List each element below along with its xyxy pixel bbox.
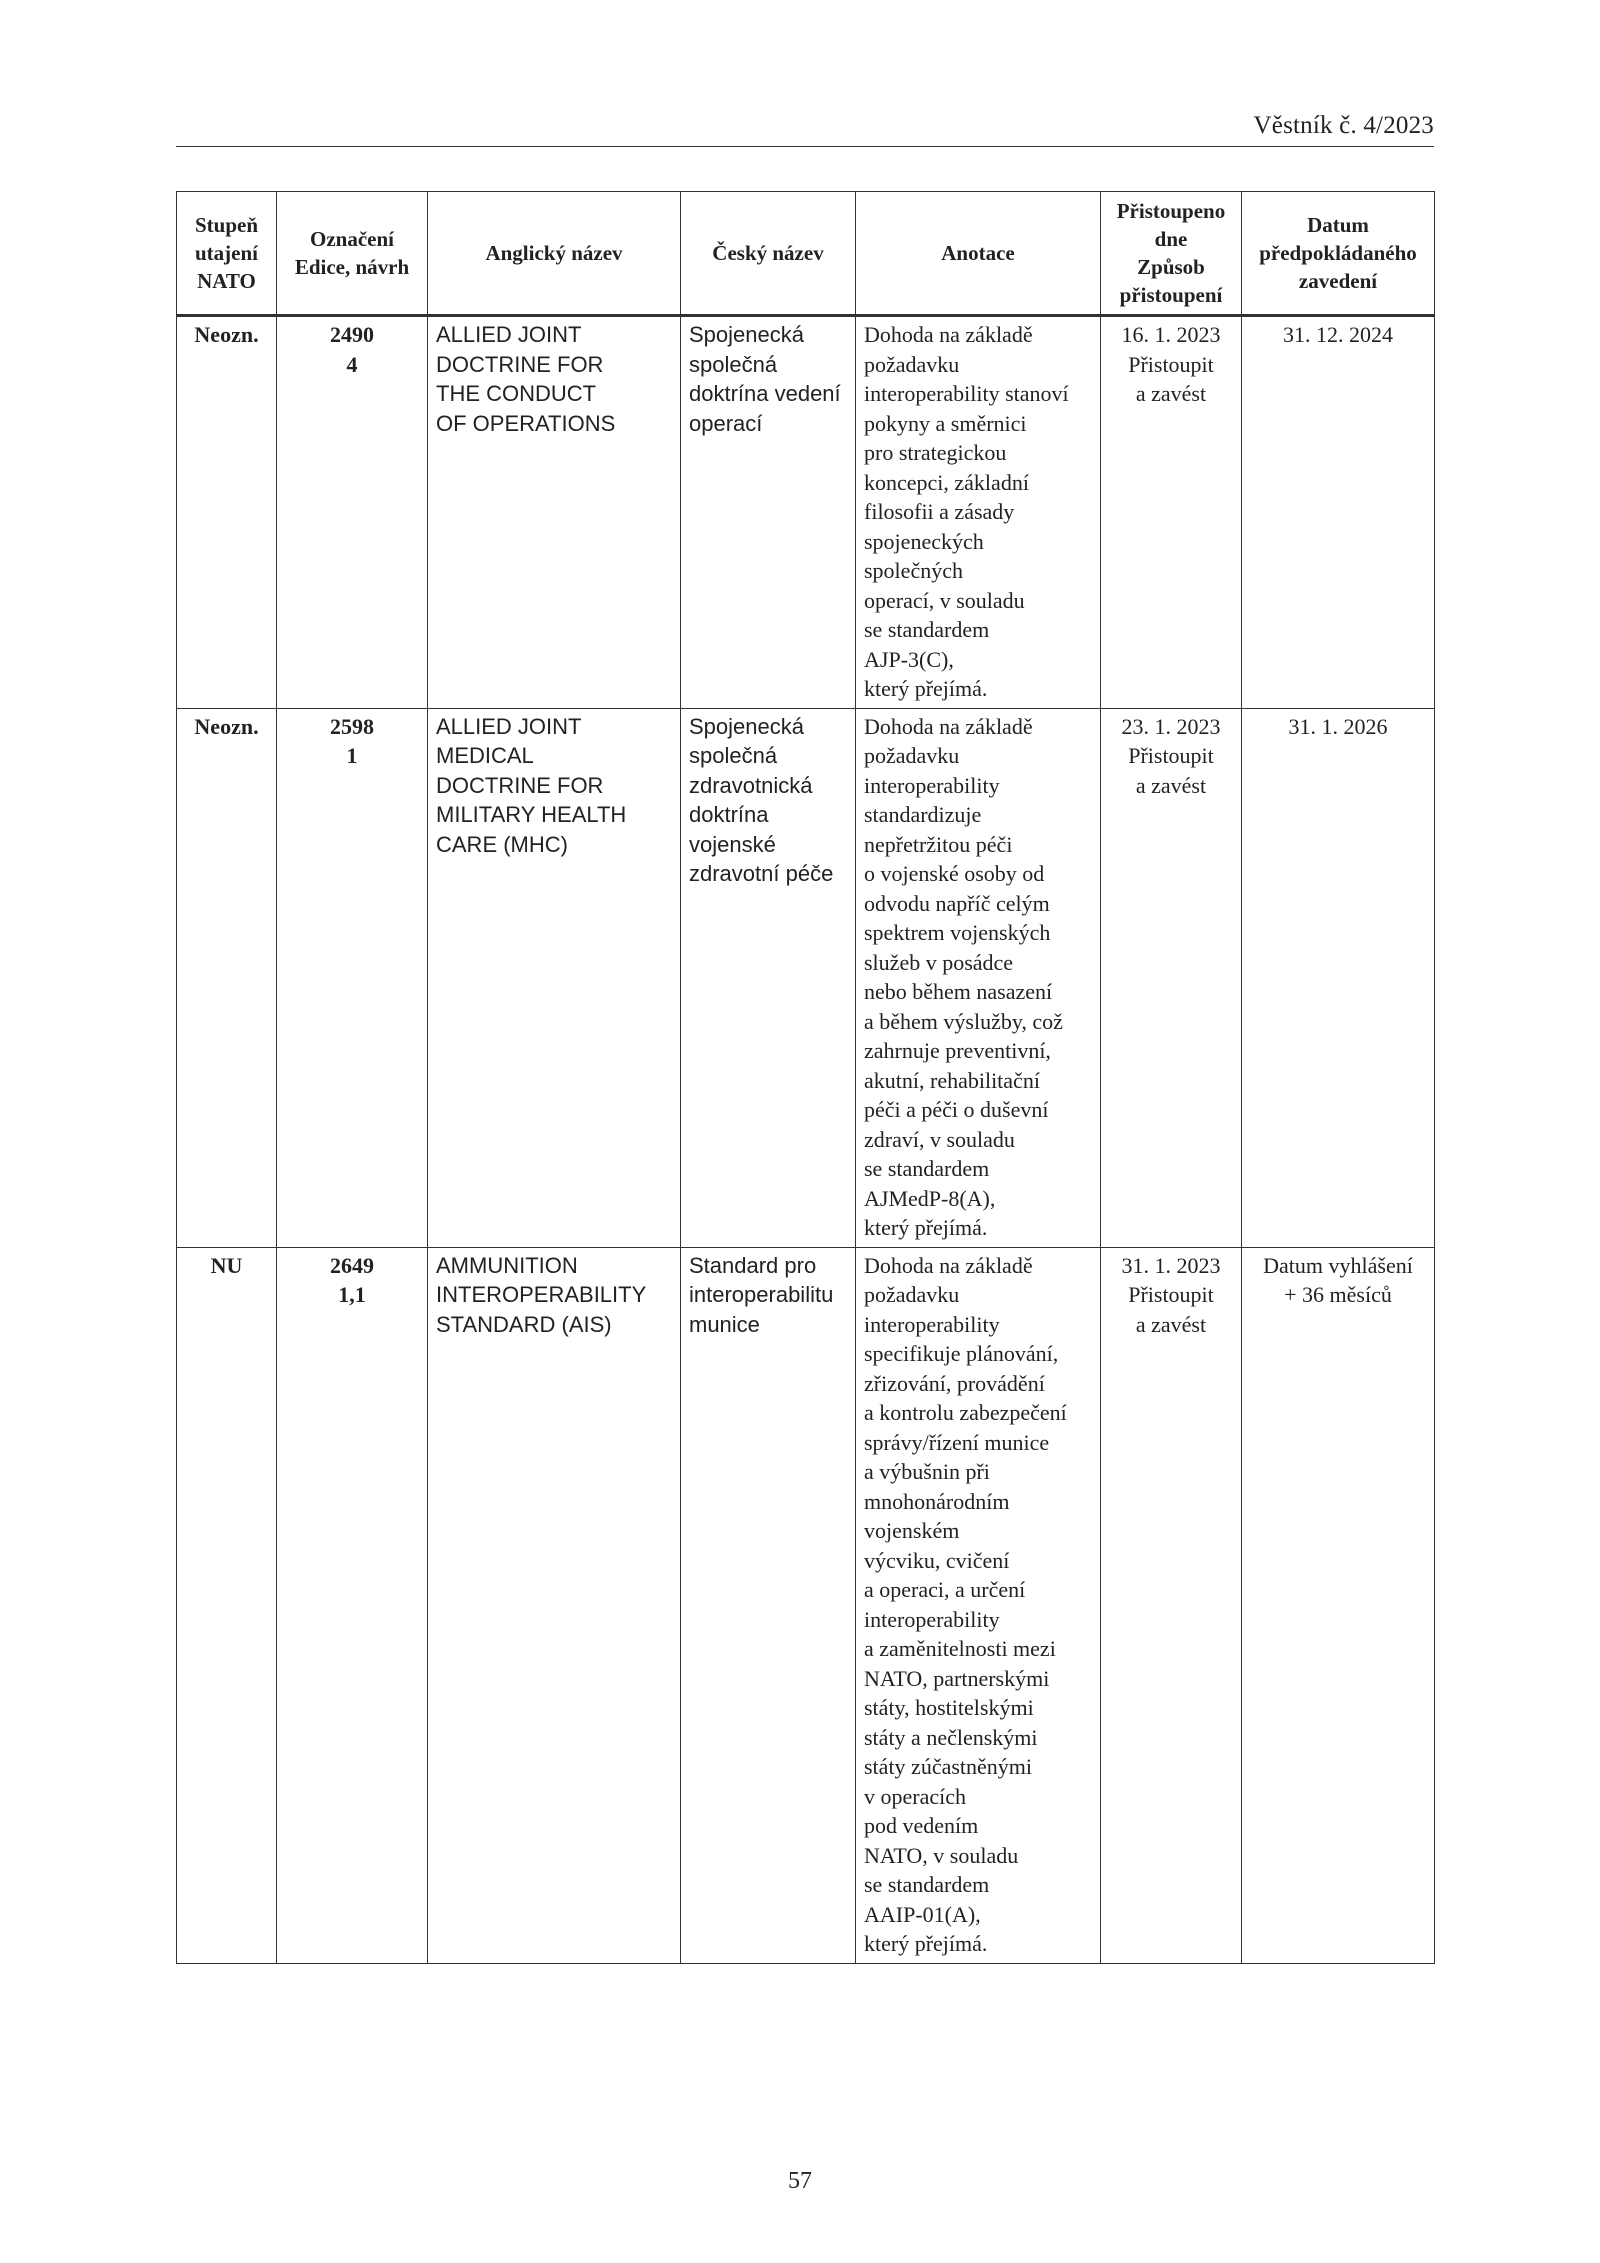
cell-text-line: Dohoda na základě bbox=[864, 713, 1033, 739]
cell-text-line: Přistoupeno bbox=[1116, 199, 1226, 223]
cell-text-line: se standardem bbox=[864, 617, 990, 642]
cell-text-line: spektrem vojenských bbox=[864, 920, 1051, 945]
edition-cell bbox=[277, 316, 428, 709]
cell-text-line: pro strategickou bbox=[864, 440, 1007, 465]
cell-text-line: Dohoda na základě bbox=[864, 322, 1033, 347]
cell-text-line: 2598 bbox=[330, 713, 374, 739]
standards-table bbox=[176, 191, 1435, 1964]
cell-text-line: mnohonárodním bbox=[864, 1488, 1010, 1514]
cell-text-line: dne bbox=[1154, 227, 1188, 251]
cell-text-line: Stupeň bbox=[194, 213, 259, 237]
cell-text-line: 2490 bbox=[330, 322, 374, 347]
cell-text-line: předpokládaného bbox=[1259, 241, 1417, 265]
cell-text-line: utajení bbox=[195, 241, 258, 265]
cell-text-line: výcviku, cvičení bbox=[864, 1547, 1010, 1573]
cell-text-line: Český název bbox=[712, 241, 824, 265]
cell-text-line: odvodu napříč celým bbox=[864, 890, 1050, 916]
cell-text-line: spojeneckých bbox=[864, 528, 984, 554]
english-title-cell bbox=[428, 1247, 681, 1963]
cell-text-line: služeb v posádce bbox=[864, 949, 1014, 975]
cell-text-line: MILITARY HEALTH bbox=[436, 802, 627, 827]
cell-text-line: který přejímá. bbox=[864, 1931, 988, 1956]
classification-cell: Neozn. bbox=[177, 316, 277, 709]
cell-text-line: DOCTRINE FOR bbox=[436, 772, 604, 798]
cell-text-line: Přistoupit bbox=[1128, 351, 1214, 377]
cell-text-line: AMMUNITION bbox=[436, 1252, 578, 1278]
ratified-cell bbox=[1101, 1247, 1242, 1963]
cell-text-line: společná bbox=[689, 743, 778, 768]
cell-text-line: OF OPERATIONS bbox=[436, 410, 616, 436]
edition-cell bbox=[277, 708, 428, 1247]
cell-text-line: AJP-3(C), bbox=[864, 646, 954, 672]
cell-text-line: ALLIED JOINT bbox=[436, 322, 582, 347]
cell-text-line: a operaci, a určení bbox=[864, 1577, 1026, 1602]
cell-text-line: specifikuje plánování, bbox=[864, 1341, 1059, 1366]
cell-text-line: + 36 měsíců bbox=[1284, 1282, 1392, 1307]
cell-text-line: 31. 1. 2026 bbox=[1288, 713, 1388, 739]
cell-text-line: péči a péči o duševní bbox=[864, 1097, 1049, 1122]
cell-text-line: vojenském bbox=[864, 1518, 960, 1543]
cell-text-line: 1,1 bbox=[338, 1282, 366, 1307]
cell-text-line: Standard pro bbox=[689, 1252, 817, 1278]
column-header-edition bbox=[277, 192, 428, 316]
cell-text-line: 16. 1. 2023 bbox=[1121, 322, 1221, 347]
cell-text-line: zdravotní péče bbox=[689, 861, 834, 886]
cell-text-line: a zavést bbox=[1135, 772, 1207, 798]
cell-text-line: požadavku bbox=[864, 1282, 960, 1307]
column-header-english-title bbox=[428, 192, 681, 316]
cell-text-line: zahrnuje preventivní, bbox=[864, 1038, 1051, 1063]
czech-title-cell bbox=[681, 1247, 856, 1963]
cell-text-line: 31. 1. 2023 bbox=[1121, 1252, 1221, 1278]
cell-text-line: pod vedením bbox=[864, 1813, 979, 1838]
table-row bbox=[177, 708, 1435, 1247]
english-title-cell bbox=[428, 316, 681, 709]
cell-text-line: 23. 1. 2023 bbox=[1121, 713, 1221, 739]
cell-text-line: státy a nečlenskými bbox=[864, 1724, 1038, 1750]
cell-text-line: státy zúčastněnými bbox=[864, 1754, 1033, 1779]
edition-cell bbox=[277, 1247, 428, 1963]
cell-text-line: THE CONDUCT bbox=[436, 381, 597, 406]
cell-text-line: AAIP-01(A), bbox=[864, 1901, 981, 1927]
cell-text-line: Anglický název bbox=[485, 241, 623, 265]
cell-text-line: vojenské bbox=[689, 831, 776, 857]
cell-text-line: MEDICAL bbox=[436, 743, 534, 768]
cell-text-line: o vojenské osoby od bbox=[864, 861, 1045, 886]
cell-text-line: 4 bbox=[346, 351, 358, 377]
cell-text-line: operací bbox=[689, 410, 763, 436]
cell-text-line: Datum vyhlášení bbox=[1263, 1252, 1413, 1278]
cell-text-line: nepřetržitou péči bbox=[864, 831, 1013, 857]
cell-text-line: Způsob bbox=[1137, 255, 1205, 279]
implementation-date-cell bbox=[1242, 316, 1435, 709]
cell-text-line: ALLIED JOINT bbox=[436, 713, 582, 739]
cell-text-line: pokyny a směrnici bbox=[864, 410, 1027, 436]
cell-text-line: DOCTRINE FOR bbox=[436, 351, 604, 377]
cell-text-line: CARE (MHC) bbox=[436, 831, 568, 857]
cell-text-line: INTEROPERABILITY bbox=[436, 1282, 647, 1307]
implementation-date-cell bbox=[1242, 708, 1435, 1247]
cell-text-line: a během výslužby, což bbox=[864, 1008, 1063, 1034]
cell-text-line: standardizuje bbox=[864, 802, 982, 827]
cell-text-line: státy, hostitelskými bbox=[864, 1695, 1034, 1720]
english-title-cell bbox=[428, 708, 681, 1247]
cell-text-line: Dohoda na základě bbox=[864, 1252, 1033, 1278]
cell-text-line: zdravotnická bbox=[689, 772, 813, 798]
cell-text-line: správy/řízení munice bbox=[864, 1429, 1050, 1455]
cell-text-line: AJMedP-8(A), bbox=[864, 1185, 996, 1211]
ratified-cell bbox=[1101, 708, 1242, 1247]
cell-text-line: doktrína vedení bbox=[689, 381, 841, 406]
cell-text-line: přistoupení bbox=[1119, 283, 1223, 307]
annotation-cell bbox=[856, 708, 1101, 1247]
cell-text-line: interoperability bbox=[864, 772, 1000, 798]
cell-text-line: zavedení bbox=[1298, 269, 1378, 293]
cell-text-line: který přejímá. bbox=[864, 676, 988, 701]
cell-text-line: filosofii a zásady bbox=[864, 499, 1015, 524]
cell-text-line: společných bbox=[864, 558, 963, 583]
table-row bbox=[177, 1247, 1435, 1963]
cell-text-line: který přejímá. bbox=[864, 1215, 988, 1240]
cell-text-line: Datum bbox=[1307, 213, 1369, 237]
cell-text-line: se standardem bbox=[864, 1156, 990, 1181]
cell-text-line: a kontrolu zabezpečení bbox=[864, 1400, 1067, 1425]
header-divider bbox=[176, 146, 1434, 147]
table-row bbox=[177, 316, 1435, 709]
cell-text-line: interoperabilitu bbox=[689, 1282, 834, 1307]
annotation-cell bbox=[856, 316, 1101, 709]
czech-title-cell bbox=[681, 316, 856, 709]
cell-text-line: doktrína bbox=[689, 802, 769, 827]
column-header-classification bbox=[177, 192, 277, 316]
czech-title-cell bbox=[681, 708, 856, 1247]
cell-text-line: a zavést bbox=[1135, 1311, 1207, 1337]
cell-text-line: požadavku bbox=[864, 743, 960, 768]
column-header-implementation-date bbox=[1242, 192, 1435, 316]
column-header-czech-title bbox=[681, 192, 856, 316]
cell-text-line: Spojenecká bbox=[689, 322, 804, 347]
classification-cell: Neozn. bbox=[177, 708, 277, 1247]
cell-text-line: Spojenecká bbox=[689, 713, 804, 739]
cell-text-line: 2649 bbox=[330, 1252, 374, 1278]
cell-text-line: zřizování, provádění bbox=[864, 1370, 1045, 1396]
cell-text-line: 31. 12. 2024 bbox=[1283, 322, 1393, 347]
cell-text-line: munice bbox=[689, 1311, 760, 1337]
bulletin-title: Věstník č. 4/2023 bbox=[1253, 112, 1434, 139]
cell-text-line: Anotace bbox=[941, 241, 1015, 265]
cell-text-line: interoperability bbox=[864, 1606, 1000, 1632]
cell-text-line: STANDARD (AIS) bbox=[436, 1311, 612, 1337]
cell-text-line: Přistoupit bbox=[1128, 1282, 1214, 1307]
cell-text-line: a zaměnitelnosti mezi bbox=[864, 1636, 1056, 1661]
cell-text-line: akutní, rehabilitační bbox=[864, 1067, 1040, 1093]
cell-text-line: Edice, návrh bbox=[294, 255, 410, 279]
cell-text-line: a zavést bbox=[1135, 381, 1207, 406]
cell-text-line: 1 bbox=[346, 743, 358, 768]
classification-cell: NU bbox=[177, 1247, 277, 1963]
cell-text-line: koncepci, základní bbox=[864, 469, 1029, 495]
cell-text-line: Označení bbox=[310, 227, 394, 251]
cell-text-line: interoperability stanoví bbox=[864, 381, 1069, 406]
cell-text-line: se standardem bbox=[864, 1872, 990, 1897]
cell-text-line: požadavku bbox=[864, 351, 960, 377]
implementation-date-cell bbox=[1242, 1247, 1435, 1963]
ratified-cell bbox=[1101, 316, 1242, 709]
cell-text-line: společná bbox=[689, 351, 778, 377]
cell-text-line: Přistoupit bbox=[1128, 743, 1214, 768]
column-header-ratified bbox=[1101, 192, 1242, 316]
annotation-cell bbox=[856, 1247, 1101, 1963]
cell-text-line: a výbušnin při bbox=[864, 1459, 990, 1484]
cell-text-line: NATO, v souladu bbox=[864, 1842, 1019, 1868]
cell-text-line: v operacích bbox=[864, 1783, 966, 1809]
cell-text-line: NATO, partnerskými bbox=[864, 1665, 1050, 1691]
cell-text-line: zdraví, v souladu bbox=[864, 1126, 1015, 1152]
cell-text-line: NATO bbox=[197, 269, 256, 293]
column-header-annotation bbox=[856, 192, 1101, 316]
cell-text-line: nebo během nasazení bbox=[864, 979, 1053, 1004]
table-header-row bbox=[177, 192, 1435, 316]
cell-text-line: operací, v souladu bbox=[864, 587, 1025, 613]
page-number: 57 bbox=[788, 2168, 812, 2194]
cell-text-line: interoperability bbox=[864, 1311, 1000, 1337]
